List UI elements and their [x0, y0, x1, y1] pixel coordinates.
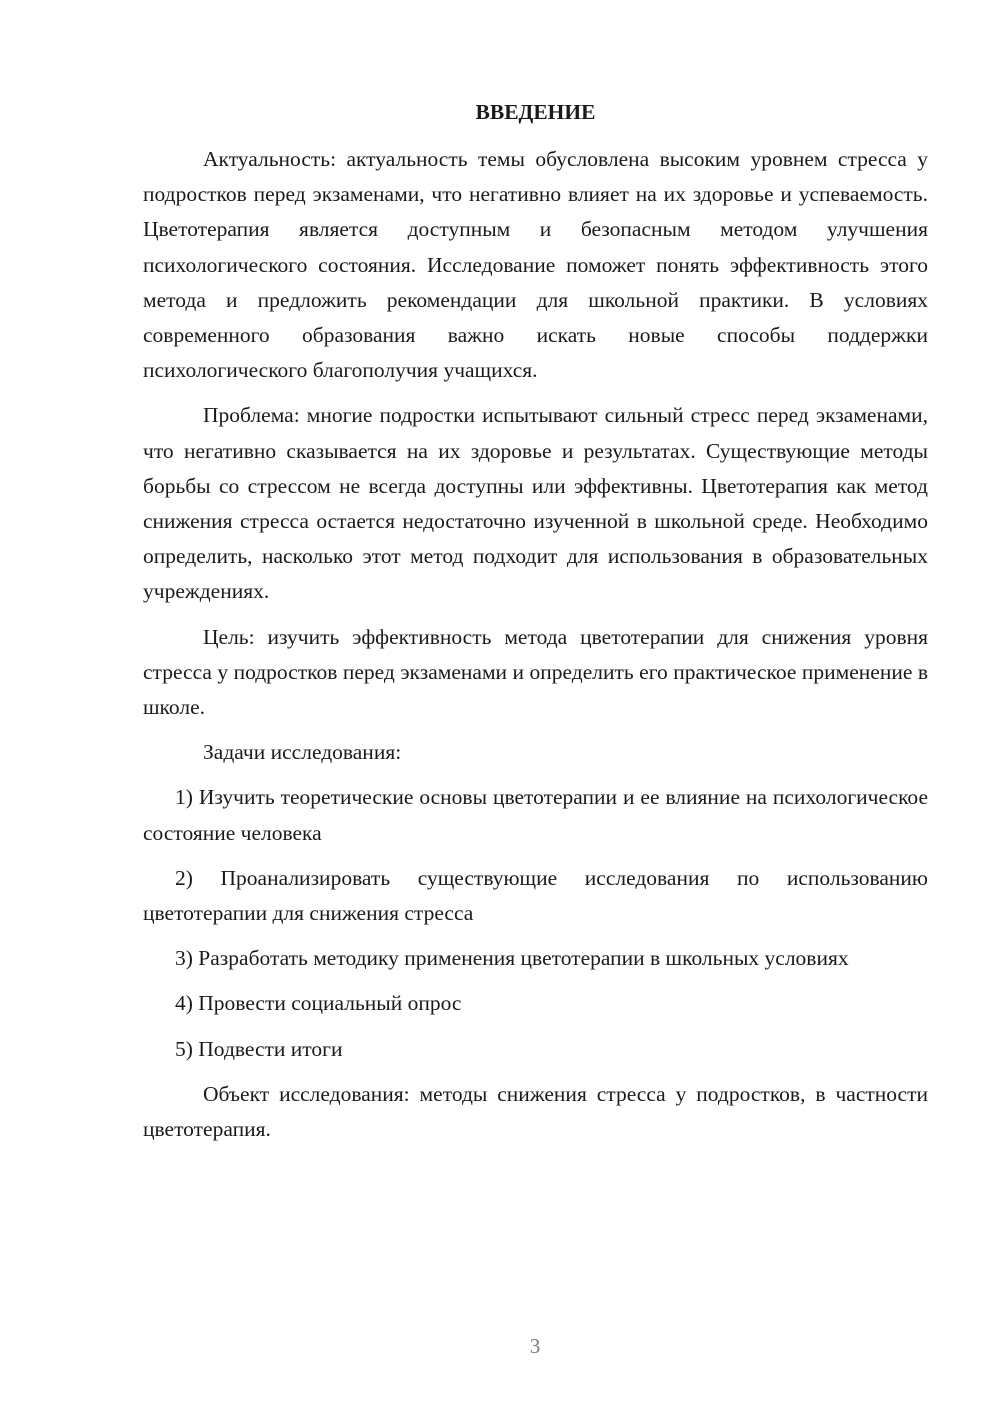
task-item: 3) Разработать методику применения цветотерапии в школьных условиях [175, 946, 849, 971]
document-page [143, 96, 928, 1157]
task-item: 4) Провести социальный опрос [175, 991, 462, 1016]
paragraph-problem: Проблема: многие подростки испытывают сильный стресс перед экзаменами, что негативно сказывается на их здоровье и результатах. Существующие методы борьбы со стрессом не всегда доступны или эффективны. Цветотерапия как метод снижения стресса остается недостаточно изученной в школьной среде. Необходимо определить, насколько этот метод подходит для использования в образовательных учреждениях. [143, 403, 928, 604]
task-item: 5) Подвести итоги [175, 1036, 343, 1061]
task-item: 1) Изучить теоретические основы цветотерапии и ее влияние на психологическое состояние человека [143, 785, 928, 845]
section-title: ВВЕДЕНИЕ [475, 100, 596, 124]
task-item: 2) Проанализировать существующие исследования по использованию цветотерапии для снижения стресса [143, 865, 928, 926]
paragraph-goal: Цель: изучить эффективность метода цветотерапии для снижения уровня стресса у подростков перед экзаменами и определить его практическое применение в школе. [143, 624, 928, 720]
paragraph-object: Объект исследования: методы снижения стресса у подростков, в частности цветотерапия. [143, 1081, 928, 1142]
tasks-heading: Задачи исследования: [203, 740, 402, 765]
paragraph-relevance: Актуальность: актуальность темы обусловлена высоким уровнем стресса у подростков перед экзаменами, что негативно влияет на их здоровье и успеваемость. Цветотерапия является доступным и безопасным методом улучшения психологического состояния. Исследование поможет понять эффективность этого метода и предложить рекомендации для школьной практики. В условиях современного образования важно искать новые способы поддержки психологического благополучия учащихся. [143, 147, 928, 383]
page-number: 3 [529, 1334, 541, 1358]
